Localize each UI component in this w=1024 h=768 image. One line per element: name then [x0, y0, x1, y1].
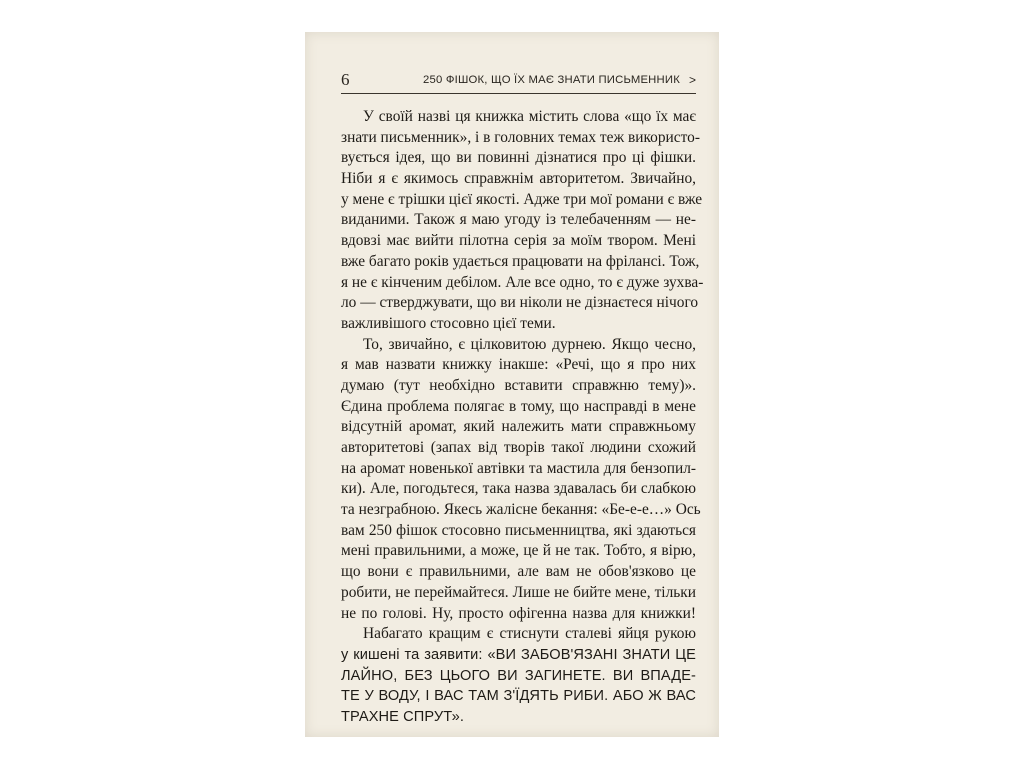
text-line: Єдина проблема полягає в тому, що насправді в мене: [341, 397, 696, 415]
text-line: ло — стверджувати, що ви ніколи не дізнаєтеся нічого: [341, 294, 699, 312]
running-title: 250 ФІШОК, ЩО ЇХ МАЄ ЗНАТИ ПИСЬМЕННИК: [423, 74, 680, 86]
text-line: ЛАЙНО, БЕЗ ЦЬОГО ВИ ЗАГИНЕТЕ. ВИ ВПАДЕ-: [341, 667, 696, 684]
text-line: не по голові. Ну, просто офігенна назва для книжки!: [341, 604, 696, 622]
text-line: я мав назвати книжку інакше: «Речі, що я про них: [341, 356, 696, 374]
text-line: У своїй назві ця книжка містить слова «що їх має: [363, 108, 696, 125]
page-header: [341, 72, 696, 90]
page-number: 6: [341, 70, 350, 89]
text-line: авторитетові (запах від творів такої людини схожий: [341, 439, 696, 456]
text-line: що вони є правильними, але вам не обов'язково це: [341, 563, 696, 581]
text-line: я не є кінченим дебілом. Але все одно, то є дуже зухва-: [341, 273, 704, 291]
text-line: ТЕ У ВОДУ, І ВАС ТАМ З'ЇДЯТЬ РИБИ. АБО Ж ВАС: [341, 688, 696, 705]
text-line: робити, не переймайтеся. Лише не бийте мене, тільки: [341, 583, 696, 601]
text-line: виданими. Також я маю угоду із телебаченням — не-: [341, 211, 696, 229]
text-line: вується ідея, що ви повинні дізнатися про ці фішки.: [341, 149, 696, 167]
book-page: [305, 32, 719, 737]
text-line: відсутній аромат, який належить мати справжньому: [341, 418, 696, 436]
text-line: вдовзі має вийти пілотна серія за моїм твором. Мені: [341, 232, 696, 250]
body-text: [341, 107, 704, 728]
text-line: Набагато кращим є стиснути сталеві яйця рукою: [363, 625, 696, 643]
text-line: у мене є трішки цієї якості. Адже три мої романи є вже: [341, 190, 703, 208]
text-line: вам 250 фішок стосовно письменництва, які здаються: [341, 521, 696, 539]
text-line: То, звичайно, є цілковитою дурнею. Якщо чесно,: [363, 335, 696, 353]
header-divider: [341, 93, 696, 94]
text-line: думаю (тут необхідно вставити справжню тему)».: [341, 376, 696, 394]
chevron-right-icon: >: [688, 73, 696, 87]
text-line: та незграбною. Якесь жалісне бекання: «Бе-е-е…» Ось: [341, 501, 701, 519]
text-line: вже багато років удається працювати на фрілансі. Тож,: [341, 252, 700, 270]
text-line: ТРАХНЕ СПРУТ».: [341, 708, 465, 725]
text-line: ки). Але, погодьтеся, така назва здавалась би слабкою: [341, 480, 696, 498]
text-line: на аромат новенької автівки та мастила для бензопил-: [341, 459, 696, 477]
text-line: мені правильними, а може, це й не так. Тобто, я вірю,: [341, 542, 696, 560]
text-line: у кишені та заявити: «ВИ ЗАБОВ'ЯЗАНІ ЗНАТИ ЦЕ: [341, 646, 696, 663]
text-line: знати письменник», і в головних темах теж використо-: [341, 128, 700, 146]
text-line: Ніби я є якимось справжнім авторитетом. Звичайно,: [341, 170, 696, 188]
text-line: важливішого стосовно цієї теми.: [341, 314, 556, 332]
